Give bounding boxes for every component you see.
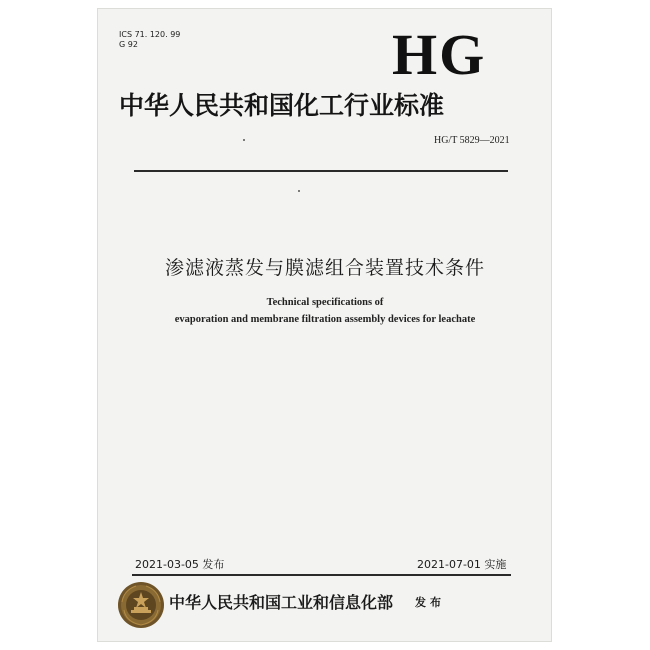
speck	[243, 139, 245, 141]
title-english-line1: Technical specifications of	[266, 297, 384, 308]
ics-code: ICS 71. 120. 99	[119, 30, 181, 39]
standard-organization: 中华人民共和国化工行业标准	[119, 91, 445, 120]
standard-number: HG/T 5829—2021	[434, 135, 510, 146]
publish-date: 2021-03-05 发布	[135, 558, 225, 571]
header-divider	[134, 170, 508, 172]
speck	[298, 190, 300, 192]
issuing-ministry: 中华人民共和国工业和信息化部	[169, 593, 394, 612]
hg-logo: HG	[392, 22, 487, 87]
footer-divider	[132, 574, 511, 576]
issue-label: 发布	[415, 596, 445, 609]
implementation-date: 2021-07-01 实施	[417, 558, 507, 571]
category-code: G 92	[119, 40, 138, 49]
title-chinese: 渗滤液蒸发与膜滤组合装置技术条件	[164, 257, 485, 279]
title-english-line2: evaporation and membrane filtration assembly devices for leachate	[174, 314, 476, 325]
national-emblem-icon	[116, 580, 166, 630]
